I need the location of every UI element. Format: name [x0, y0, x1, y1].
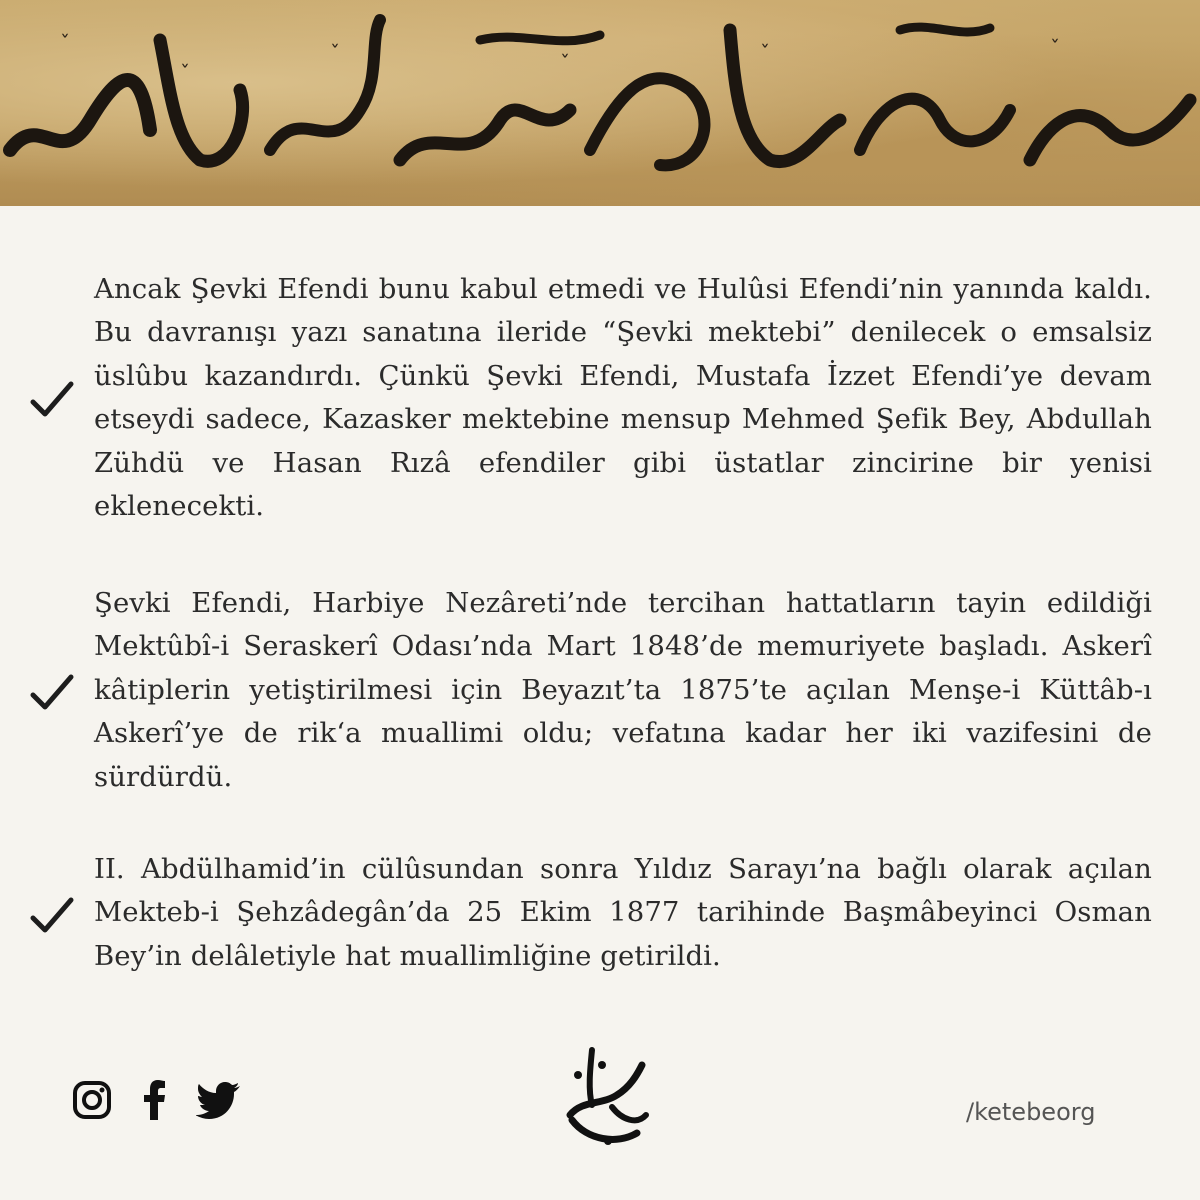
instagram-icon[interactable] [72, 1080, 112, 1120]
social-handle[interactable]: /ketebeorg [966, 1098, 1096, 1126]
svg-text:ˇ: ˇ [60, 31, 70, 55]
checkmark-icon [30, 380, 74, 420]
checkmark-icon [30, 673, 74, 713]
calligraphy-strokes [0, 0, 1200, 206]
twitter-icon[interactable] [196, 1080, 242, 1120]
svg-text:ˇ: ˇ [180, 61, 190, 85]
paragraph-1: Ancak Şevki Efendi bunu kabul etmedi ve Hulûsi Efendi’nin yanında kaldı. Bu davranışı yazı sanatına ileride “Şevki mektebi” denilecek o emsalsiz üslûbu kazandırdı. Çünkü Şevki Efendi, Mustafa İzzet Efendi’ye devam etseydi sadece, Kazasker mektebine mensup Mehmed Şefik Bey, Abdullah Zühdü ve Hasan Rızâ efendiler gibi üstatlar zincirine bir yenisi eklenecekti. [94, 273, 1152, 523]
checkmark-icon [30, 896, 74, 936]
svg-text:ˇ: ˇ [330, 41, 340, 65]
paragraph-3: II. Abdülhamid’in cülûsundan sonra Yıldız Sarayı’na bağlı olarak açılan Mekteb-i Şehzâdegân’da 25 Ekim 1877 tarihinde Başmâbeyinci Osman Bey’in delâletiyle hat muallimliğine getirildi. [94, 853, 1152, 972]
facebook-icon[interactable] [140, 1080, 170, 1120]
ketebe-calligraphic-logo [562, 1045, 652, 1145]
svg-text:ˇ: ˇ [760, 41, 770, 65]
calligraphy-banner [0, 0, 1200, 206]
svg-text:ˇ: ˇ [1050, 36, 1060, 60]
svg-text:ˇ: ˇ [560, 51, 570, 75]
paragraph-2: Şevki Efendi, Harbiye Nezâreti’nde tercihan hattatların tayin edildiği Mektûbî-i Seraskerî Odası’nda Mart 1848’de memuriyete başladı. Askerî kâtiplerin yetiştirilmesi için Beyazıt’ta 1875’te açılan Menşe-i Küttâb-ı Askerî’ye de rik‘a muallimi oldu; vefatına kadar her iki vazifesini de sürdürdü. [94, 587, 1152, 793]
